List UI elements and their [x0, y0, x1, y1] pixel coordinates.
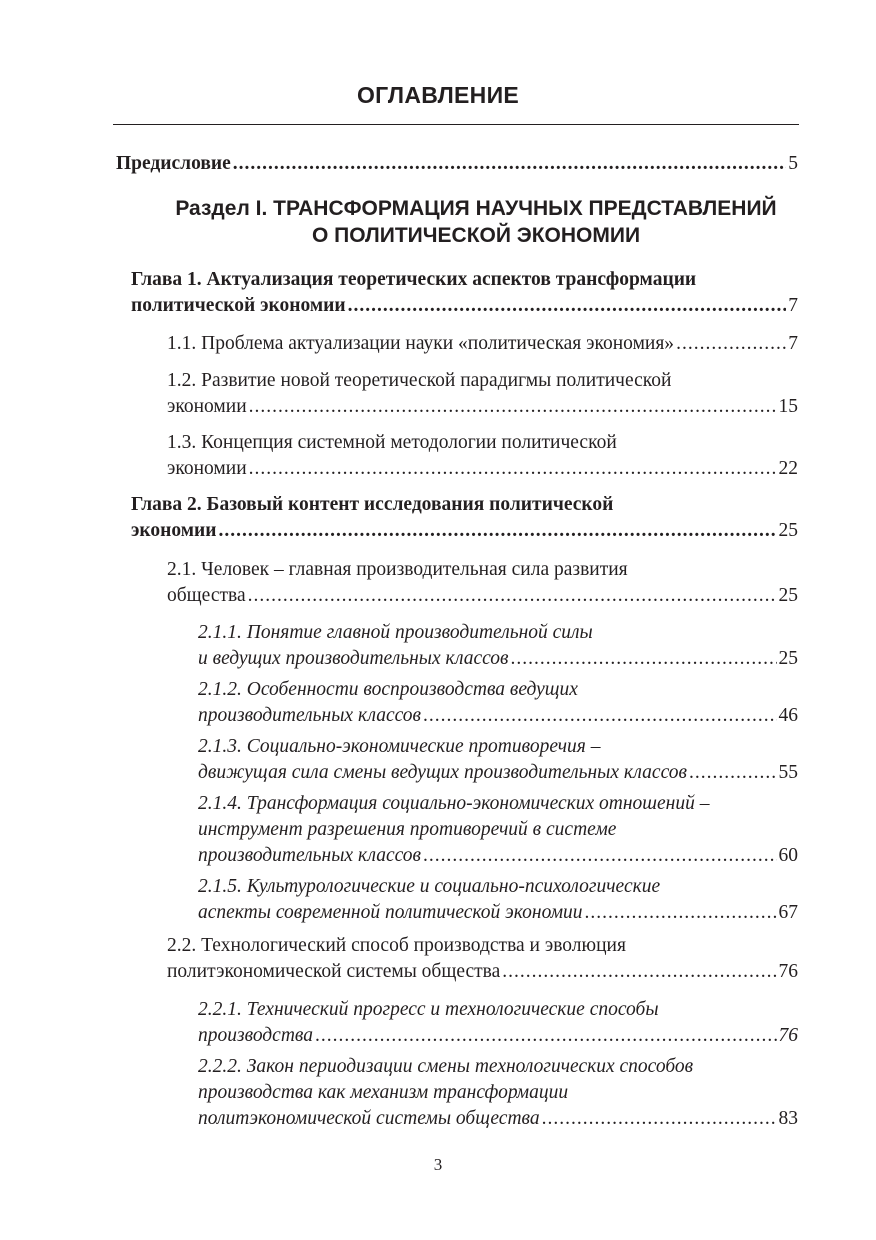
entry-line: и ведущих производительных классов	[198, 648, 509, 669]
dot-leader	[502, 959, 776, 985]
entry-line: аспекты современной политической экономии	[198, 902, 583, 923]
toc-entry-2-2[interactable]	[167, 933, 798, 985]
page-number: 25	[778, 585, 798, 606]
page-number: 5	[788, 153, 798, 174]
page-number: 76	[778, 961, 798, 982]
page-number: 76	[778, 1025, 798, 1046]
toc-entry-preface[interactable]	[116, 151, 798, 177]
entry-line: экономии	[131, 520, 217, 541]
entry-line: производительных классов	[198, 705, 422, 726]
entry-line: 2.1. Человек – главная производительная сила развития	[167, 559, 628, 580]
entry-line: политэкономической системы общества	[167, 961, 501, 982]
toc-entry-2-1[interactable]	[167, 557, 798, 609]
entry-line: 2.2.2. Закон периодизации смены технологических способов	[198, 1056, 694, 1077]
entry-line: 2.1.3. Социально-экономические противоречия –	[198, 736, 601, 757]
toc-entry-2-2-2[interactable]	[198, 1054, 798, 1132]
page-number: 55	[778, 762, 798, 783]
entry-line: 2.2. Технологический способ производства и эволюция	[167, 935, 626, 956]
page-number: 46	[778, 705, 798, 726]
section-heading	[113, 195, 839, 249]
toc-entry-chapter-1[interactable]	[131, 267, 798, 319]
dot-leader	[233, 151, 786, 177]
toc-entry-chapter-2[interactable]	[131, 492, 798, 544]
toc-entry-1-2[interactable]	[167, 368, 798, 420]
entry-line: 2.2.1. Технический прогресс и технологические способы	[198, 999, 659, 1020]
page-number: 83	[778, 1108, 798, 1129]
dot-leader	[348, 293, 787, 319]
dot-leader	[676, 331, 786, 357]
dot-leader	[249, 394, 777, 420]
dot-leader	[542, 1106, 777, 1132]
entry-line: 2.1.5. Культурологические и социально-психологические	[198, 876, 661, 897]
entry-line: Глава 1. Актуализация теоретических аспектов трансформации	[131, 269, 697, 290]
toc-entry-2-1-5[interactable]	[198, 874, 798, 926]
entry-label: Предисловие	[116, 153, 231, 174]
entry-line: 2.1.1. Понятие главной производительной силы	[198, 622, 593, 643]
entry-line: производительных классов	[198, 845, 422, 866]
page-folio: 3	[433, 1155, 443, 1174]
dot-leader	[511, 646, 777, 672]
entry-line: политической экономии	[131, 295, 346, 316]
toc-entry-2-1-4[interactable]	[198, 791, 798, 869]
dot-leader	[423, 843, 776, 869]
page-number: 67	[778, 902, 798, 923]
toc-entry-2-1-2[interactable]	[198, 677, 798, 729]
entry-line: производства	[198, 1025, 313, 1046]
entry-line: 2.1.4. Трансформация социально-экономических отношений –	[198, 793, 710, 814]
dot-leader	[219, 518, 777, 544]
entry-line: 1.1. Проблема актуализации науки «политическая экономия»	[167, 333, 675, 354]
page-number: 7	[788, 333, 798, 354]
entry-line: инструмент разрешения противоречий в системе	[198, 819, 617, 840]
entry-line: производства как механизм трансформации	[198, 1082, 569, 1103]
entry-line: движущая сила смены ведущих производительных классов	[198, 762, 687, 783]
entry-line: экономии	[167, 396, 247, 417]
entry-line: 1.3. Концепция системной методологии политической	[167, 432, 617, 453]
toc-entry-2-2-1[interactable]	[198, 997, 798, 1049]
dot-leader	[423, 703, 776, 729]
dot-leader	[689, 760, 777, 786]
page-number: 7	[788, 295, 798, 316]
entry-line: политэкономической системы общества	[198, 1108, 540, 1129]
entry-line: общества	[167, 585, 246, 606]
toc-entry-2-1-3[interactable]	[198, 734, 798, 786]
toc-title: ОГЛАВЛЕНИЕ	[356, 82, 520, 108]
page-number: 60	[778, 845, 798, 866]
section-heading-line2: О ПОЛИТИЧЕСКОЙ ЭКОНОМИИ	[311, 224, 641, 247]
page-number: 22	[778, 458, 798, 479]
page-number: 25	[778, 648, 798, 669]
toc-entry-2-1-1[interactable]	[198, 620, 798, 672]
dot-leader	[585, 900, 777, 926]
entry-line: экономии	[167, 458, 247, 479]
toc-entry-1-3[interactable]	[167, 430, 798, 482]
toc-entry-1-1[interactable]	[167, 331, 798, 357]
page-number: 25	[778, 520, 798, 541]
dot-leader	[248, 583, 777, 609]
entry-line: 2.1.2. Особенности воспроизводства ведущих	[198, 679, 578, 700]
dot-leader	[249, 456, 777, 482]
entry-line: 1.2. Развитие новой теоретической парадигмы политической	[167, 370, 672, 391]
dot-leader	[315, 1023, 777, 1049]
section-heading-line1: Раздел I. ТРАНСФОРМАЦИЯ НАУЧНЫХ ПРЕДСТАВЛЕНИЙ	[175, 197, 777, 220]
title-rule	[113, 124, 799, 125]
entry-line: Глава 2. Базовый контент исследования политической	[131, 494, 614, 515]
page-number: 15	[778, 396, 798, 417]
